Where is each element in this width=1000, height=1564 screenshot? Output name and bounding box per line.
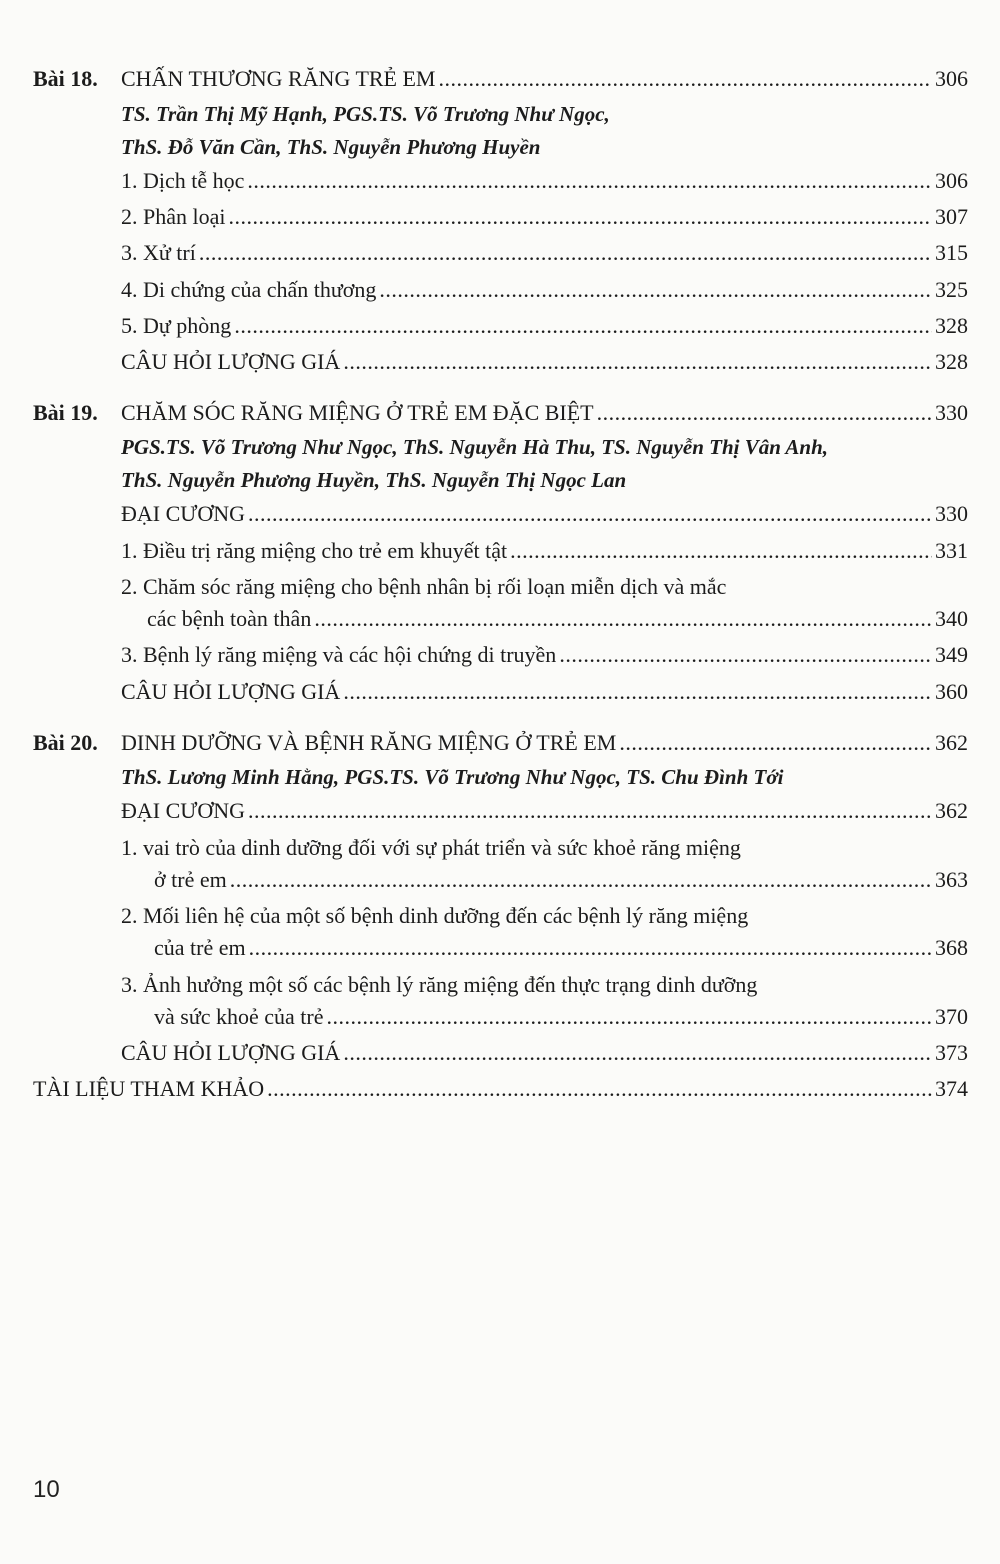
- toc-item[interactable]: [121, 240, 968, 266]
- item-text[interactable]: 2. Chăm sóc răng miệng cho bệnh nhân bị rối loạn miễn dịch và mắc: [121, 574, 727, 599]
- item-text-continued: và sức khoẻ của trẻ: [154, 1004, 324, 1029]
- dot-leader: [234, 313, 932, 339]
- authors-line: ThS. Lương Minh Hằng, PGS.TS. Võ Trương Như Ngọc, TS. Chu Đình Tới: [121, 765, 784, 789]
- lesson-label: Bài 18.: [33, 66, 98, 91]
- page-ref: 328: [935, 313, 968, 338]
- dot-leader: [597, 400, 932, 426]
- lesson-label: Bài 20.: [33, 730, 98, 755]
- dot-leader: [267, 1076, 932, 1102]
- toc-entry-lesson-19[interactable]: [33, 400, 968, 426]
- item-text-continued: của trẻ em: [154, 935, 246, 960]
- item-text: CÂU HỎI LƯỢNG GIÁ: [121, 1040, 341, 1065]
- item-text: CÂU HỎI LƯỢNG GIÁ: [121, 349, 341, 374]
- item-text: ĐẠI CƯƠNG: [121, 501, 246, 526]
- toc-entry-lesson-18[interactable]: [33, 66, 968, 92]
- dot-leader: [619, 730, 932, 756]
- toc-item-review-questions[interactable]: [121, 1040, 968, 1066]
- page-ref: 306: [935, 168, 968, 193]
- dot-leader: [439, 66, 933, 92]
- page-ref: 331: [935, 538, 968, 563]
- dot-leader: [510, 538, 932, 564]
- page-ref: 328: [935, 349, 968, 374]
- authors-line: ThS. Đỗ Văn Cần, ThS. Nguyễn Phương Huyền: [121, 135, 541, 159]
- dot-leader: [343, 679, 932, 705]
- item-text: 1. Dịch tễ học: [121, 168, 245, 193]
- toc-item[interactable]: [121, 277, 968, 303]
- dot-leader: [247, 168, 932, 194]
- item-text: 1. Điều trị răng miệng cho trẻ em khuyết tật: [121, 538, 508, 563]
- toc-item[interactable]: [121, 313, 968, 339]
- page-ref: 349: [935, 642, 968, 667]
- page-number: 10: [33, 1476, 60, 1503]
- item-text-continued: ở trẻ em: [154, 867, 227, 892]
- item-text[interactable]: 1. vai trò của dinh dưỡng đối với sự phát triển và sức khoẻ răng miệng: [121, 835, 741, 860]
- toc-item[interactable]: [154, 1004, 968, 1030]
- page-ref: 368: [935, 935, 968, 960]
- toc-item[interactable]: [121, 168, 968, 194]
- authors-line: PGS.TS. Võ Trương Như Ngọc, ThS. Nguyễn Hà Thu, TS. Nguyễn Thị Vân Anh,: [121, 435, 829, 459]
- page-ref: 363: [935, 867, 968, 892]
- page-ref: 325: [935, 277, 968, 302]
- authors-line: ThS. Nguyễn Phương Huyền, ThS. Nguyễn Thị Ngọc Lan: [121, 468, 627, 492]
- item-text[interactable]: 2. Mối liên hệ của một số bệnh dinh dưỡng đến các bệnh lý răng miệng: [121, 903, 749, 928]
- page-ref: 362: [935, 730, 968, 755]
- authors-line: TS. Trần Thị Mỹ Hạnh, PGS.TS. Võ Trương Như Ngọc,: [121, 102, 610, 126]
- item-text: CÂU HỎI LƯỢNG GIÁ: [121, 679, 341, 704]
- toc-item[interactable]: [154, 935, 968, 961]
- dot-leader: [230, 867, 932, 893]
- item-text: 3. Xử trí: [121, 240, 196, 265]
- toc-item-review-questions[interactable]: [121, 679, 968, 705]
- dot-leader: [248, 798, 932, 824]
- lesson-title: CHẤN THƯƠNG RĂNG TRẺ EM: [121, 66, 436, 91]
- item-text: 5. Dự phòng: [121, 313, 232, 338]
- toc-item[interactable]: [147, 606, 968, 632]
- dot-leader: [343, 1040, 932, 1066]
- dot-leader: [199, 240, 932, 266]
- page-ref: 370: [935, 1004, 968, 1029]
- dot-leader: [343, 349, 932, 375]
- lesson-label: Bài 19.: [33, 400, 98, 425]
- item-text: 2. Phân loại: [121, 204, 226, 229]
- page-ref: 340: [935, 606, 968, 631]
- dot-leader: [559, 642, 932, 668]
- dot-leader: [249, 935, 932, 961]
- page-ref: 315: [935, 240, 968, 265]
- lesson-title: CHĂM SÓC RĂNG MIỆNG Ở TRẺ EM ĐẶC BIỆT: [121, 400, 594, 425]
- toc-item[interactable]: [121, 642, 968, 668]
- item-text[interactable]: 3. Ảnh hưởng một số các bệnh lý răng miệng đến thực trạng dinh dưỡng: [121, 972, 758, 997]
- dot-leader: [248, 501, 932, 527]
- dot-leader: [379, 277, 932, 303]
- page-ref: 362: [935, 798, 968, 823]
- lesson-title: DINH DƯỠNG VÀ BỆNH RĂNG MIỆNG Ở TRẺ EM: [121, 730, 617, 755]
- dot-leader: [229, 204, 933, 230]
- toc-item[interactable]: [154, 867, 968, 893]
- toc-item[interactable]: [121, 538, 968, 564]
- toc-entry-references[interactable]: [33, 1076, 968, 1102]
- page-ref: 306: [935, 66, 968, 91]
- toc-entry-lesson-20[interactable]: [33, 730, 968, 756]
- dot-leader: [314, 606, 932, 632]
- references-title: TÀI LIỆU THAM KHẢO: [33, 1076, 265, 1101]
- item-text: ĐẠI CƯƠNG: [121, 798, 246, 823]
- page-ref: 373: [935, 1040, 968, 1065]
- page-ref: 360: [935, 679, 968, 704]
- toc-item[interactable]: [121, 204, 968, 230]
- page-ref: 330: [935, 400, 968, 425]
- item-text: 4. Di chứng của chấn thương: [121, 277, 377, 302]
- toc-item[interactable]: [121, 798, 968, 824]
- dot-leader: [327, 1004, 932, 1030]
- page-ref: 374: [935, 1076, 968, 1101]
- item-text: 3. Bệnh lý răng miệng và các hội chứng di truyền: [121, 642, 557, 667]
- page-ref: 330: [935, 501, 968, 526]
- toc-item[interactable]: [121, 501, 968, 527]
- page-ref: 307: [935, 204, 968, 229]
- item-text-continued: các bệnh toàn thân: [147, 606, 312, 631]
- toc-item-review-questions[interactable]: [121, 349, 968, 375]
